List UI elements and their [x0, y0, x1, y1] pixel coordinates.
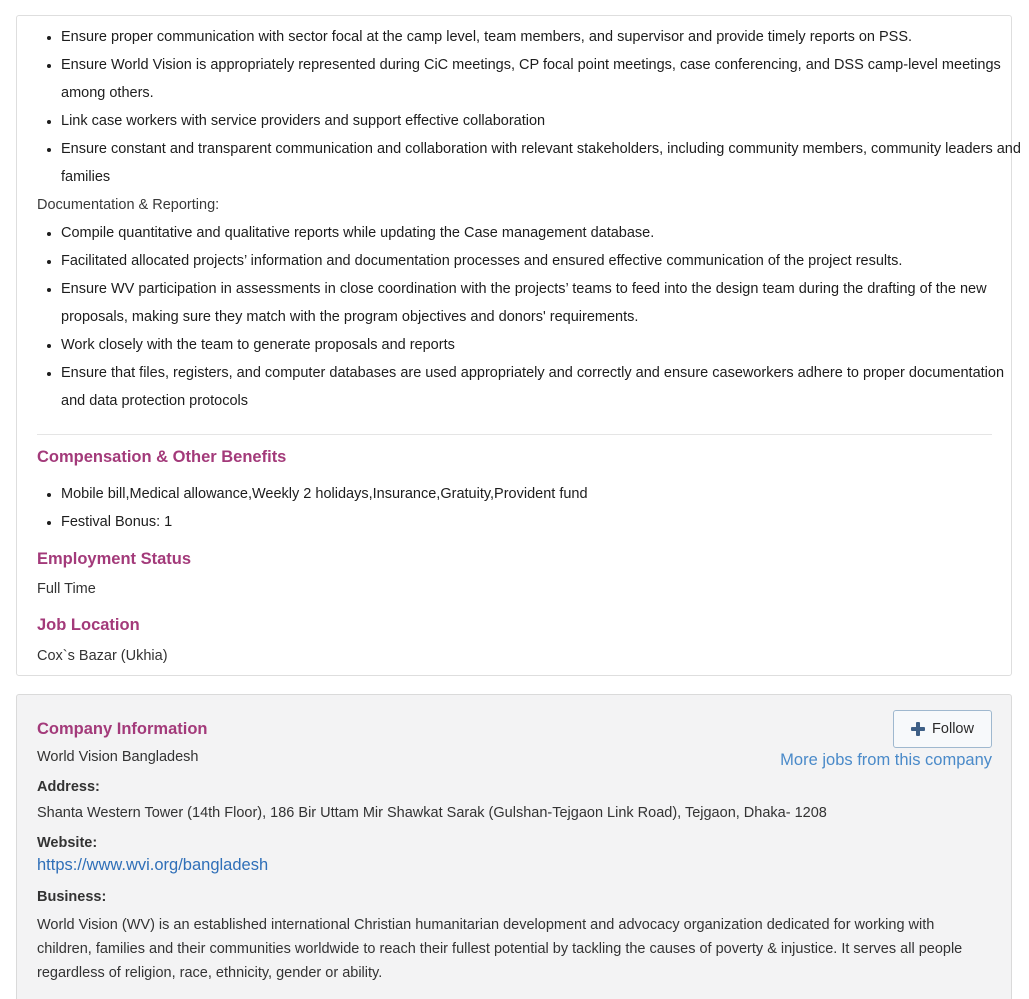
list-item: • Facilitated allocated projects’ information and documentation processes and ensured effective communication of the project results. [61, 247, 1029, 275]
follow-label: Follow [932, 721, 974, 737]
website-label: Website: [37, 835, 98, 851]
compensation-list [17, 480, 1029, 536]
list-item: • Ensure proper communication with sector focal at the camp level, team members, and supervisor and provide timely reports on PSS. [61, 23, 1029, 51]
company-name: World Vision Bangladesh [37, 749, 199, 765]
list-item: • Work closely with the team to generate proposals and reports [61, 331, 1029, 359]
list-item: • Ensure that files, registers, and computer databases are used appropriately and correctly and ensure caseworkers adhere to proper documentation and data protection protocols [61, 359, 1029, 415]
job-location-value: Cox`s Bazar (Ukhia) [37, 648, 168, 664]
list-item: • Compile quantitative and qualitative reports while updating the Case management database. [61, 219, 1029, 247]
address-label: Address: [37, 779, 100, 795]
list-item: • Link case workers with service providers and support effective collaboration [61, 107, 1029, 135]
company-info-title: Company Information [37, 720, 208, 738]
list-item: • Ensure World Vision is appropriately represented during CiC meetings, CP focal point meetings, case conferencing, and DSS camp-level meetings among others. [61, 51, 1029, 107]
address-value: Shanta Western Tower (14th Floor), 186 Bir Uttam Mir Shawkat Sarak (Gulshan-Tejgaon Link Road), Tejgaon, Dhaka- 1208 [37, 805, 827, 821]
documentation-heading: Documentation & Reporting: [37, 197, 220, 213]
business-label: Business: [37, 889, 107, 905]
employment-status-title: Employment Status [37, 550, 192, 568]
business-description: World Vision (WV) is an established international Christian humanitarian development and advocacy organization dedicated for working with children, families and their communities worldwide to reach their fullest potential by tackling the causes of poverty & injustice. It serves all people regardless of religion, race, ethnicity, gender or ability. [37, 917, 963, 981]
list-item: • Festival Bonus: 1 [61, 508, 1029, 536]
job-location-title: Job Location [37, 616, 140, 634]
list-item: • Mobile bill,Medical allowance,Weekly 2 holidays,Insurance,Gratuity,Provident fund [61, 480, 1029, 508]
website-link[interactable]: https://www.wvi.org/bangladesh [37, 856, 269, 874]
more-jobs-link[interactable]: More jobs from this company [780, 751, 992, 769]
plus-icon [911, 722, 925, 736]
responsibilities-list [17, 23, 1029, 191]
company-info-card [16, 694, 1012, 999]
list-item: • Ensure WV participation in assessments in close coordination with the projects’ teams to feed into the design team during the drafting of the new proposals, making sure they match with the program objectives and donors' requirements. [61, 275, 1029, 331]
section-divider [37, 434, 992, 435]
job-details-card [16, 15, 1021, 676]
documentation-list [17, 219, 1029, 415]
follow-button[interactable] [893, 710, 992, 748]
employment-status-value: Full Time [37, 581, 96, 597]
list-item: • Ensure constant and transparent communication and collaboration with relevant stakeholders, including community members, community leaders and families [61, 135, 1029, 191]
compensation-title: Compensation & Other Benefits [37, 448, 287, 466]
